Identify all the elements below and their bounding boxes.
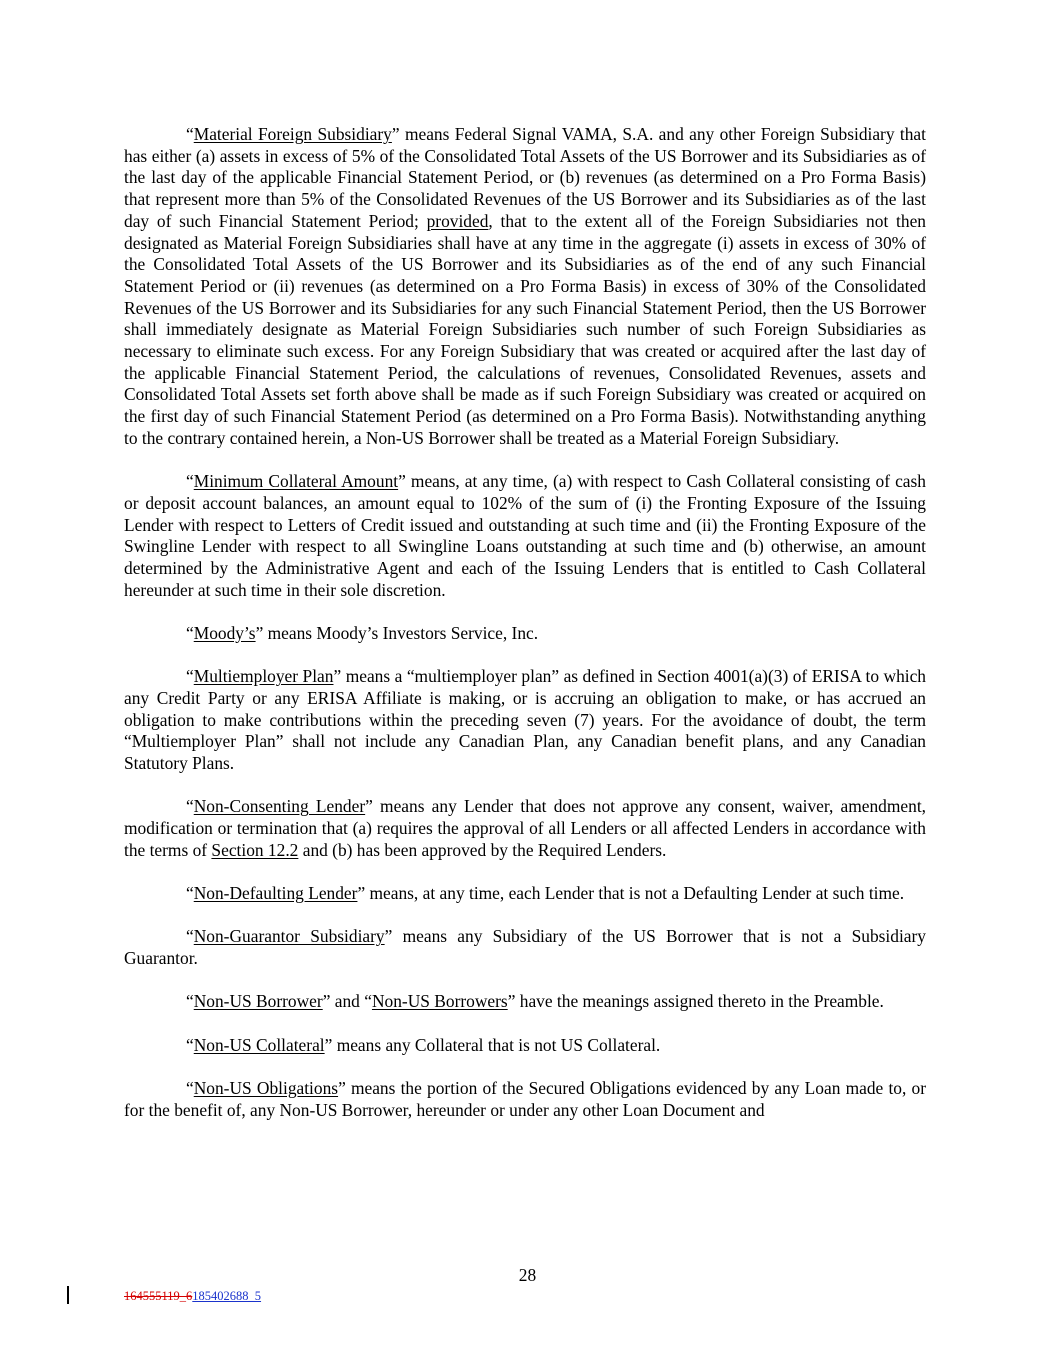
defined-term: Minimum Collateral Amount bbox=[193, 471, 399, 492]
definition-text: , that to the extent all of the Foreign Subsidiaries not then designated as Material Foreign Subsidiaries shall have at any time in the aggregate (i) assets in excess of 30% of the Consolidated Total Assets of the US Borrower and its Subsidiaries as of the end of any such Financial Statement Period or (ii) revenues (as determined on a Pro Forma Basis) in excess of 30% of the Consolidated Revenues of the US Borrower and its Subsidiaries for any such Financial Statement Period, then the US Borrower shall immediately designate as Material Foreign Subsidiaries such number of such Foreign Subsidiaries as necessary to eliminate such excess. For any Foreign Subsidiary that was created or acquired after the last day of the applicable Financial Statement Period, the calculations of revenues, Consolidated Revenues, assets and Consolidated Total Assets set forth above shall be made as if such Foreign Subsidiary was created or acquired on the first day of such Financial Statement Period (as determined on a Pro Forma Basis). Notwithstanding anything to the contrary contained herein, a Non-US Borrower shall be treated as a Material Foreign Subsidiary. bbox=[124, 210, 926, 448]
definition-non-us-obligations bbox=[124, 1078, 926, 1121]
definition-text: and (b) has been approved by the Required Lenders. bbox=[298, 839, 667, 860]
defined-term: Non-US Collateral bbox=[193, 1034, 325, 1055]
defined-term: Non-US Obligations bbox=[193, 1077, 339, 1098]
definition-text: “ bbox=[186, 991, 194, 1012]
definition-text: “ bbox=[186, 666, 194, 687]
definition-text: ” means a “multiemployer plan” as defined in Section 4001(a)(3) of ERISA to which any Credit Party or any ERISA Affiliate is making, or is accruing an obligation to make, or has accrued an obligation to make contributions within the preceding seven (7) years. For the avoidance of doubt, the term “Multiemployer Plan” shall not include any Canadian Plan, any Canadian benefit plans, and any Canadian Statutory Plans. bbox=[124, 666, 927, 774]
definition-text: ” means Federal Signal VAMA, S.A. and any other Foreign Subsidiary that has either (a) assets in excess of 5% of the Consolidated Total Assets of the US Borrower and its Subsidiaries as of the last day of the applicable Financial Statement Period, or (b) revenues (as determined on a Pro Forma Basis) that represent more than 5% of the Consolidated Revenues of the US Borrower and its Subsidiaries as of the last day of such Financial Statement Period; bbox=[124, 124, 926, 231]
definition-moodys bbox=[124, 623, 926, 645]
definition-non-defaulting-lender bbox=[124, 883, 926, 905]
definition-text: ” have the meanings assigned thereto in the Preamble. bbox=[507, 991, 884, 1012]
document-id bbox=[124, 1289, 261, 1303]
defined-term: Multiemployer Plan bbox=[193, 666, 334, 687]
definitions-body bbox=[124, 124, 926, 1143]
document-id-inserted: 185402688_5 bbox=[192, 1289, 262, 1303]
defined-term: Section 12.2 bbox=[211, 839, 299, 860]
definition-text: ” and “ bbox=[322, 991, 372, 1012]
definition-text: “ bbox=[186, 124, 194, 144]
definition-text: “ bbox=[186, 622, 194, 643]
definition-text: ” means any Lender that does not approve any consent, waiver, amendment, modification or termination that (a) requires the approval of all Lenders or all affected Lenders in accordance with the terms of bbox=[124, 796, 926, 860]
defined-term: Non-Guarantor Subsidiary bbox=[193, 926, 385, 947]
definition-text: ” means Moody’s Investors Service, Inc. bbox=[255, 622, 539, 643]
definition-material-foreign-subsidiary bbox=[124, 124, 926, 450]
definition-non-guarantor-subsidiary bbox=[124, 926, 926, 969]
definition-text: ” means any Collateral that is not US Collateral. bbox=[324, 1034, 661, 1055]
definition-text: ” means the portion of the Secured Obligations evidenced by any Loan made to, or for the benefit of, any Non-US Borrower, hereunder or under any other Loan Document and bbox=[124, 1077, 926, 1120]
defined-term: Non-US Borrowers bbox=[371, 991, 508, 1012]
definition-text: “ bbox=[186, 471, 194, 492]
definition-text: “ bbox=[186, 796, 194, 817]
definition-multiemployer-plan bbox=[124, 666, 926, 775]
definition-text: “ bbox=[186, 1077, 194, 1098]
definition-text: ” means any Subsidiary of the US Borrower that is not a Subsidiary Guarantor. bbox=[124, 926, 926, 969]
definition-text: ” means, at any time, each Lender that is not a Defaulting Lender at such time. bbox=[357, 883, 905, 904]
defined-term: Non-Defaulting Lender bbox=[193, 883, 358, 904]
defined-term: provided bbox=[426, 210, 489, 231]
document-id-deleted: 164555119_6 bbox=[124, 1289, 193, 1303]
definition-non-us-collateral bbox=[124, 1035, 926, 1057]
definition-text: “ bbox=[186, 1034, 194, 1055]
definition-minimum-collateral-amount bbox=[124, 471, 926, 601]
defined-term: Non-US Borrower bbox=[193, 991, 323, 1012]
defined-term: Non-Consenting Lender bbox=[193, 796, 366, 817]
defined-term: Moody’s bbox=[193, 622, 256, 643]
definition-text: “ bbox=[186, 883, 194, 904]
definition-non-us-borrower bbox=[124, 991, 926, 1013]
revision-change-bar bbox=[67, 1286, 69, 1304]
definition-non-consenting-lender bbox=[124, 796, 926, 861]
page-number: 28 bbox=[518, 1265, 537, 1285]
definition-text: ” means, at any time, (a) with respect to Cash Collateral consisting of cash or deposit account balances, an amount equal to 102% of the sum of (i) the Fronting Exposure of the Issuing Lender with respect to Letters of Credit issued and outstanding at such time and (ii) the Fronting Exposure of the Swingline Lender with respect to all Swingline Loans outstanding at such time and (b) otherwise, an amount determined by the Administrative Agent and each of the Issuing Lenders that is entitled to Cash Collateral hereunder at such time in their sole discretion. bbox=[124, 471, 926, 600]
defined-term: Material Foreign Subsidiary bbox=[193, 124, 392, 144]
definition-text: “ bbox=[186, 926, 194, 947]
